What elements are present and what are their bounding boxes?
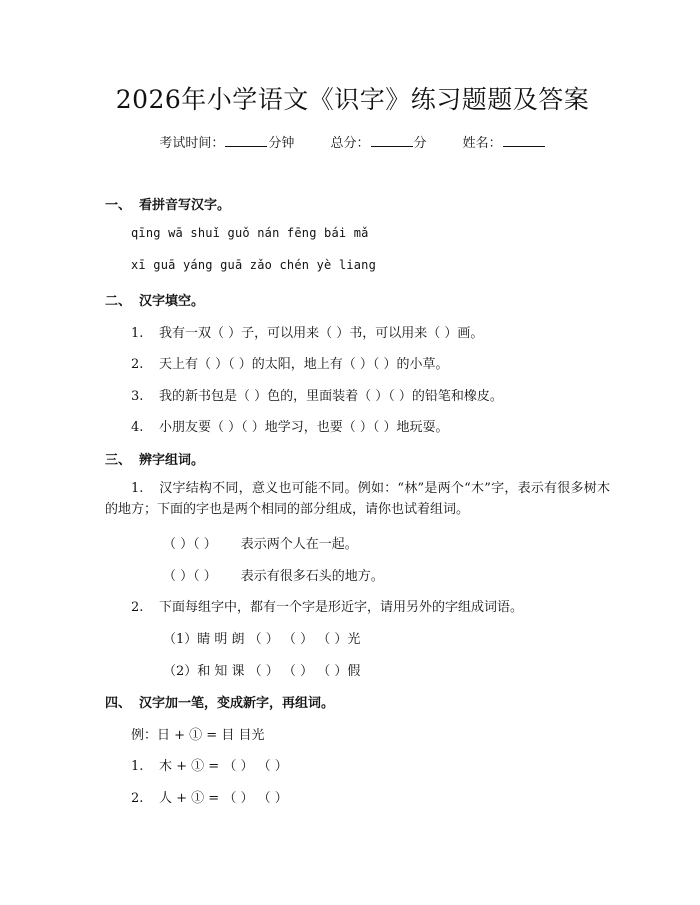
blank-pair: （ ）（ ） <box>163 569 217 584</box>
stroke-example <box>105 724 610 743</box>
item-number: 1. <box>131 326 144 341</box>
item-number: 2. <box>131 357 144 372</box>
fill-item-4 <box>105 416 610 435</box>
item-number: 3. <box>131 389 144 404</box>
score-blank <box>371 134 413 147</box>
section-3-heading <box>105 449 610 468</box>
section-3 <box>105 449 610 468</box>
sub-text: 表示两个人在一起。 <box>240 537 358 552</box>
group-text: （2）和 知 课 （ ） （ ） （ ）假 <box>163 664 361 679</box>
section-2-heading <box>105 290 610 309</box>
fill-item-2 <box>105 353 610 372</box>
sub-text: 表示有很多石头的地方。 <box>240 569 384 584</box>
pinyin-line: qīng wā shuǐ guǒ nán fēng bái mǎ <box>131 226 369 240</box>
exam-info <box>95 132 610 151</box>
item-text: 汉字结构不同，意义也可能不同。例如：“林”是两个“木”字，表示有很多树木的地方；下面的字也是两个相同的部分组成，请你也试着组词。 <box>105 481 610 517</box>
name-label: 姓名： <box>462 136 502 151</box>
section-4-heading <box>105 692 610 711</box>
score-label: 总分： <box>330 136 370 151</box>
group-text: （1）睛 明 朗 （ ） （ ） （ ）光 <box>163 632 361 647</box>
pinyin-row-2 <box>105 258 610 272</box>
time-unit: 分钟 <box>268 136 295 151</box>
time-label: 考试时间： <box>159 136 225 151</box>
item-number: 2. <box>131 791 144 806</box>
item-number: 2. <box>131 600 144 615</box>
section-1-title: 看拼音写汉字。 <box>139 198 231 213</box>
compare-item-1 <box>105 478 610 520</box>
name-blank <box>503 134 545 147</box>
section-1 <box>105 194 610 213</box>
time-field <box>159 136 298 151</box>
page-title: 2026年小学语文《识字》练习题题及答案 <box>115 85 590 114</box>
item-text: 下面每组字中，都有一个字是形近字，请用另外的字组成词语。 <box>159 600 524 615</box>
section-3-title: 辨字组词。 <box>139 453 205 468</box>
item-number: 1. <box>131 481 144 496</box>
item-text: 木 + ① = （ ） （ ） <box>159 759 288 774</box>
item-text: 人 + ① = （ ） （ ） <box>159 791 288 806</box>
section-2-title: 汉字填空。 <box>139 294 205 309</box>
section-1-heading <box>105 194 610 213</box>
score-unit: 分 <box>413 136 427 151</box>
stroke-item-1 <box>105 755 610 774</box>
blank-pair: （ ）（ ） <box>163 537 217 552</box>
item-number: 4. <box>131 420 144 435</box>
item-number: 1. <box>131 759 144 774</box>
section-2-number: 二、 <box>105 294 132 309</box>
pinyin-row-1 <box>105 226 610 240</box>
section-4-number: 四、 <box>105 696 132 711</box>
item-text: 我有一双（ ）子，可以用来（ ）书，可以用来（ ）画。 <box>159 326 484 341</box>
score-field <box>330 136 430 151</box>
section-4 <box>105 692 610 711</box>
fill-item-3 <box>105 385 610 404</box>
section-3-number: 三、 <box>105 453 132 468</box>
item-text: 我的新书包是（ ）色的，里面装着（ ）（ ）的铅笔和橡皮。 <box>159 389 503 404</box>
word-group-1 <box>105 628 610 647</box>
pinyin-line: xī guā yáng guā zǎo chén yè liang <box>131 258 377 272</box>
word-group-2 <box>105 660 610 679</box>
compare-sub-2 <box>105 565 610 584</box>
section-2 <box>105 290 610 309</box>
item-text: 小朋友要（ ）（ ）地学习，也要（ ）（ ）地玩耍。 <box>159 420 449 435</box>
name-field <box>463 136 546 151</box>
item-text: 天上有（ ）（ ）的太阳，地上有（ ）（ ）的小草。 <box>159 357 449 372</box>
fill-item-1 <box>105 322 610 341</box>
stroke-item-2 <box>105 787 610 806</box>
time-blank <box>225 134 267 147</box>
section-1-number: 一、 <box>105 198 132 213</box>
example-text: 例：日 + ① = 目 目光 <box>131 728 265 743</box>
compare-sub-1 <box>105 533 610 552</box>
section-4-title: 汉字加一笔，变成新字，再组词。 <box>139 696 335 711</box>
compare-item-2 <box>105 596 610 615</box>
